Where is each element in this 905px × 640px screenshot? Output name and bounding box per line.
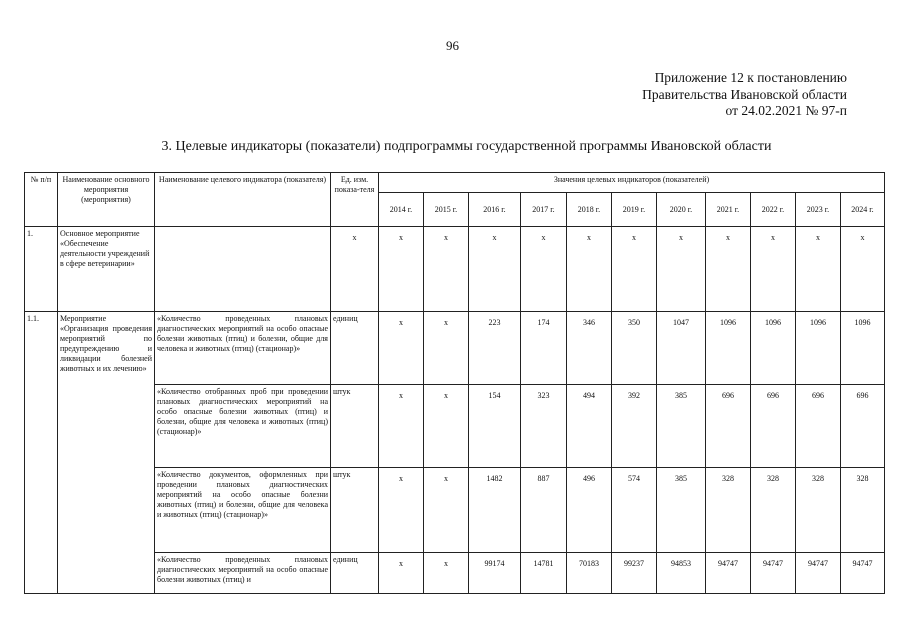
header-unit: Ед. изм. показа-теля bbox=[331, 173, 379, 227]
value-cell: 1096 bbox=[751, 312, 796, 385]
page-number: 96 bbox=[446, 38, 459, 53]
header-year: 2015 г. bbox=[424, 193, 469, 227]
value-cell: х bbox=[706, 227, 751, 312]
row-unit: х bbox=[331, 227, 379, 312]
row-indicator: «Количество проведенных плановых диагностических мероприятий на особо опасные болезни животных (птиц) и bbox=[155, 553, 331, 594]
value-cell: х bbox=[424, 385, 469, 468]
appendix-header bbox=[642, 70, 847, 120]
row-num: 1.1. bbox=[25, 312, 58, 594]
row-indicator: «Количество документов, оформленных при проведении плановых диагностических мероприятий на особо опасные болезни животных (птиц) и болезни, общие для человека и животных (птиц) (стационар)» bbox=[155, 468, 331, 553]
value-cell: 223 bbox=[469, 312, 521, 385]
value-cell: х bbox=[379, 312, 424, 385]
appendix-line-1: Приложение 12 к постановлению bbox=[654, 70, 847, 85]
value-cell: 385 bbox=[657, 385, 706, 468]
header-year: 2014 г. bbox=[379, 193, 424, 227]
value-cell: х bbox=[567, 227, 612, 312]
value-cell: 696 bbox=[796, 385, 841, 468]
value-cell: х bbox=[424, 468, 469, 553]
header-year: 2018 г. bbox=[567, 193, 612, 227]
header-year: 2022 г. bbox=[751, 193, 796, 227]
value-cell: х bbox=[379, 553, 424, 594]
value-cell: х bbox=[424, 312, 469, 385]
header-year: 2024 г. bbox=[841, 193, 885, 227]
value-cell: х bbox=[379, 468, 424, 553]
table-row bbox=[25, 312, 885, 385]
value-cell: 14781 bbox=[521, 553, 567, 594]
row-event: Основное мероприятие «Обеспечение деятельности учреждений в сфере ветеринарии» bbox=[58, 227, 155, 312]
value-cell: 70183 bbox=[567, 553, 612, 594]
row-indicator: «Количество отобранных проб при проведении плановых диагностических мероприятий на особо опасные болезни животных (птиц) и болезни, общие для человека и животных (птиц) (стационар)» bbox=[155, 385, 331, 468]
value-cell: 496 bbox=[567, 468, 612, 553]
header-year: 2021 г. bbox=[706, 193, 751, 227]
header-year: 2019 г. bbox=[612, 193, 657, 227]
value-cell: 323 bbox=[521, 385, 567, 468]
header-year: 2023 г. bbox=[796, 193, 841, 227]
row-indicator bbox=[155, 227, 331, 312]
value-cell: 1096 bbox=[796, 312, 841, 385]
value-cell: х bbox=[612, 227, 657, 312]
value-cell: 328 bbox=[706, 468, 751, 553]
value-cell: х bbox=[796, 227, 841, 312]
row-event: Мероприятие «Организация проведения мероприятий по предупреждению и ликвидации болезней животных и их лечению» bbox=[58, 312, 155, 594]
value-cell: 1096 bbox=[706, 312, 751, 385]
row-unit: единиц bbox=[331, 312, 379, 385]
value-cell: 574 bbox=[612, 468, 657, 553]
appendix-line-2: Правительства Ивановской области bbox=[642, 86, 847, 102]
header-year: 2020 г. bbox=[657, 193, 706, 227]
value-cell: 696 bbox=[841, 385, 885, 468]
value-cell: 99237 bbox=[612, 553, 657, 594]
header-indicator: Наименование целевого индикатора (показателя) bbox=[155, 173, 331, 227]
header-year: 2017 г. bbox=[521, 193, 567, 227]
value-cell: х bbox=[841, 227, 885, 312]
value-cell: х bbox=[424, 227, 469, 312]
header-values: Значения целевых индикаторов (показателей) bbox=[379, 173, 885, 193]
value-cell: х bbox=[751, 227, 796, 312]
value-cell: 887 bbox=[521, 468, 567, 553]
row-indicator: «Количество проведенных плановых диагностических мероприятий на особо опасные болезни животных (птиц) и болезни, общие для человека и животных (птиц) (стационар)» bbox=[155, 312, 331, 385]
value-cell: 94747 bbox=[796, 553, 841, 594]
header-row-1 bbox=[25, 173, 885, 193]
header-num: № п/п bbox=[25, 173, 58, 227]
indicators-table bbox=[24, 172, 885, 594]
value-cell: 392 bbox=[612, 385, 657, 468]
value-cell: 696 bbox=[751, 385, 796, 468]
value-cell: 94747 bbox=[751, 553, 796, 594]
value-cell: 328 bbox=[796, 468, 841, 553]
value-cell: 1096 bbox=[841, 312, 885, 385]
row-unit: единиц bbox=[331, 553, 379, 594]
header-year: 2016 г. bbox=[469, 193, 521, 227]
header-event: Наименование основного мероприятия (мероприятия) bbox=[58, 173, 155, 227]
value-cell: 328 bbox=[841, 468, 885, 553]
value-cell: 494 bbox=[567, 385, 612, 468]
value-cell: 328 bbox=[751, 468, 796, 553]
value-cell: 94747 bbox=[841, 553, 885, 594]
row-unit: штук bbox=[331, 385, 379, 468]
value-cell: 1482 bbox=[469, 468, 521, 553]
appendix-line-3: от 24.02.2021 № 97-п bbox=[725, 103, 847, 118]
row-num: 1. bbox=[25, 227, 58, 312]
value-cell: х bbox=[521, 227, 567, 312]
value-cell: х bbox=[424, 553, 469, 594]
value-cell: х bbox=[379, 227, 424, 312]
value-cell: х bbox=[657, 227, 706, 312]
value-cell: 174 bbox=[521, 312, 567, 385]
row-unit: штук bbox=[331, 468, 379, 553]
value-cell: х bbox=[379, 385, 424, 468]
table-row bbox=[25, 227, 885, 312]
value-cell: х bbox=[469, 227, 521, 312]
value-cell: 696 bbox=[706, 385, 751, 468]
value-cell: 1047 bbox=[657, 312, 706, 385]
value-cell: 154 bbox=[469, 385, 521, 468]
value-cell: 94853 bbox=[657, 553, 706, 594]
value-cell: 99174 bbox=[469, 553, 521, 594]
value-cell: 94747 bbox=[706, 553, 751, 594]
value-cell: 346 bbox=[567, 312, 612, 385]
section-title: 3. Целевые индикаторы (показатели) подпрограммы государственной программы Ивановской области bbox=[161, 139, 772, 154]
value-cell: 350 bbox=[612, 312, 657, 385]
value-cell: 385 bbox=[657, 468, 706, 553]
